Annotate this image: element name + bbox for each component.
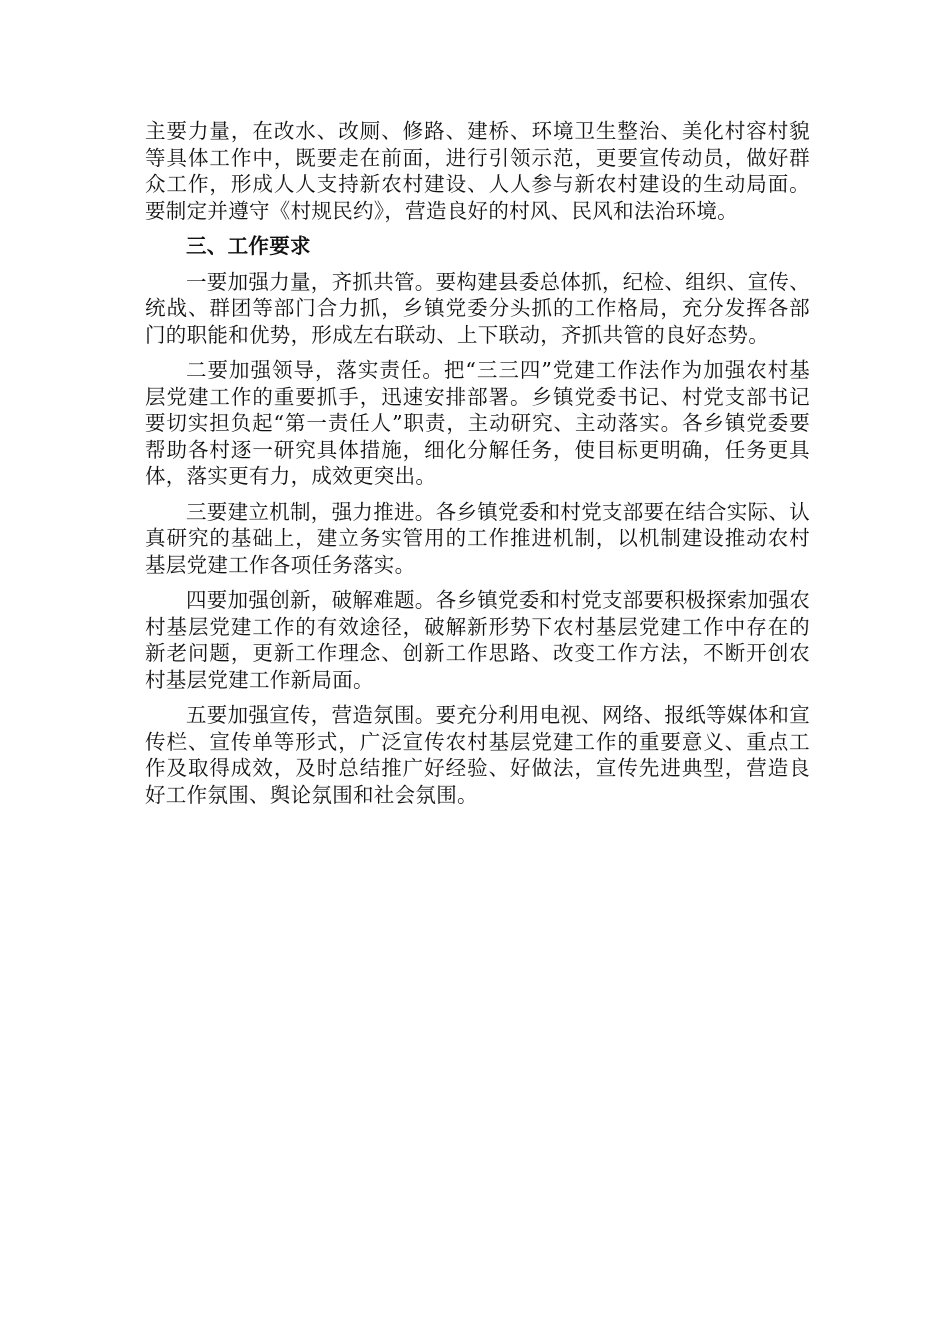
paragraph-requirement-4: 四要加强创新，破解难题。各乡镇党委和村党支部要积极探索加强农村基层党建工作的有效途径，破解新形势下农村基层党建工作中存在的新老问题，更新工作理念、创新工作思路、改变工作方法，不断开创农村基层党建工作新局面。 <box>145 588 810 692</box>
section-heading: 三、工作要求 <box>186 234 311 258</box>
paragraph-requirement-5: 五要加强宣传，营造氛围。要充分利用电视、网络、报纸等媒体和宣传栏、宣传单等形式，广泛宣传农村基层党建工作的重要意义、重点工作及取得成效，及时总结推广好经验、好做法，宣传先进典型，营造良好工作氛围、舆论氛围和社会氛围。 <box>145 703 810 807</box>
document-body <box>145 118 810 817</box>
opening-paragraph: 主要力量，在改水、改厕、修路、建桥、环境卫生整治、美化村容村貌等具体工作中，既要走在前面，进行引领示范，更要宣传动员，做好群众工作，形成人人支持新农村建设、人人参与新农村建设的生动局面。要制定并遵守《村规民约》，营造良好的村风、民风和法治环境。 <box>145 119 810 223</box>
paragraph-requirement-3: 三要建立机制，强力推进。各乡镇党委和村党支部要在结合实际、认真研究的基础上，建立务实管用的工作推进机制，以机制建设推动农村基层党建工作各项任务落实。 <box>145 499 810 577</box>
paragraph-requirement-1: 一要加强力量，齐抓共管。要构建县委总体抓，纪检、组织、宣传、统战、群团等部门合力抓，乡镇党委分头抓的工作格局，充分发挥各部门的职能和优势，形成左右联动、上下联动，齐抓共管的良好态势。 <box>145 269 810 347</box>
paragraph-requirement-2: 二要加强领导，落实责任。把“三三四”党建工作法作为加强农村基层党建工作的重要抓手，迅速安排部署。乡镇党委书记、村党支部书记要切实担负起“第一责任人”职责，主动研究、主动落实。各乡镇党委要帮助各村逐一研究具体措施，细化分解任务，使目标更明确，任务更具体，落实更有力，成效更突出。 <box>145 358 810 488</box>
